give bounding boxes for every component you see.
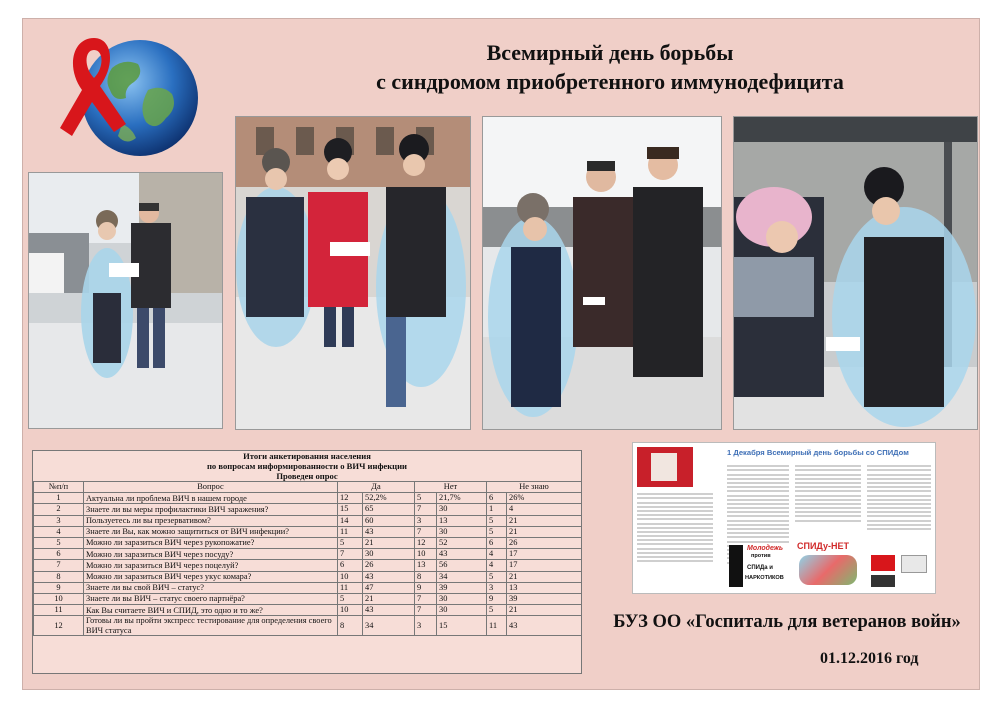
row-number: 9 — [34, 582, 84, 593]
table-row — [34, 526, 582, 537]
row-number: 5 — [34, 538, 84, 549]
row-number: 10 — [34, 594, 84, 605]
dont-know-count: 6 — [487, 538, 507, 549]
dont-know-percent: 21 — [507, 571, 582, 582]
column-header-yes: Да — [338, 482, 415, 493]
yes-count: 14 — [338, 515, 363, 526]
yes-count: 8 — [338, 616, 363, 636]
column-header-number: №п/п — [34, 482, 84, 493]
no-count: 9 — [415, 582, 437, 593]
table-row — [34, 549, 582, 560]
brochure-text-col-1 — [637, 491, 713, 564]
no-percent: 30 — [437, 504, 487, 515]
yes-percent: 26 — [363, 560, 415, 571]
no-count: 7 — [415, 605, 437, 616]
dont-know-percent: 17 — [507, 560, 582, 571]
yes-percent: 34 — [363, 616, 415, 636]
no-percent: 43 — [437, 549, 487, 560]
yes-percent: 43 — [363, 571, 415, 582]
row-number: 12 — [34, 616, 84, 636]
photo-bus-stop-two-women — [733, 116, 978, 430]
no-count: 3 — [415, 515, 437, 526]
dont-know-percent: 13 — [507, 582, 582, 593]
column-header-dont-know: Не знаю — [487, 482, 582, 493]
dont-know-count: 5 — [487, 515, 507, 526]
yes-count: 12 — [338, 493, 363, 504]
yes-percent: 30 — [363, 549, 415, 560]
table-row — [34, 605, 582, 616]
table-row — [34, 594, 582, 605]
dont-know-percent: 26% — [507, 493, 582, 504]
question: Можно ли заразиться ВИЧ через посуду? — [84, 549, 338, 560]
table-row — [34, 616, 582, 636]
no-percent: 39 — [437, 582, 487, 593]
dont-know-count: 4 — [487, 560, 507, 571]
yes-percent: 21 — [363, 594, 415, 605]
question: Можно ли заразиться ВИЧ через рукопожатие? — [84, 538, 338, 549]
table-row — [34, 504, 582, 515]
yes-percent: 60 — [363, 515, 415, 526]
question: Знаете ли Вы, как можно защититься от ВИЧ инфекции? — [84, 526, 338, 537]
title-line-2: с синдромом приобретенного иммунодефицита — [376, 69, 844, 94]
table-header-row — [34, 482, 582, 493]
red-ribbon-globe-icon — [52, 28, 202, 158]
dont-know-percent: 4 — [507, 504, 582, 515]
stop-aids-image: СПИДу-НЕТ — [793, 539, 865, 589]
no-percent: 34 — [437, 571, 487, 582]
brochure-image — [632, 442, 936, 594]
dont-know-percent: 21 — [507, 605, 582, 616]
dont-know-count: 11 — [487, 616, 507, 636]
question: Можно ли заразиться ВИЧ через поцелуй? — [84, 560, 338, 571]
table-row — [34, 538, 582, 549]
no-count: 10 — [415, 549, 437, 560]
dont-know-percent: 39 — [507, 594, 582, 605]
dont-know-count: 6 — [487, 493, 507, 504]
row-number: 11 — [34, 605, 84, 616]
dont-know-count: 1 — [487, 504, 507, 515]
brochure-pictogram-2 — [901, 555, 927, 573]
dont-know-count: 4 — [487, 549, 507, 560]
row-number: 1 — [34, 493, 84, 504]
no-percent: 56 — [437, 560, 487, 571]
question: Знаете ли вы свой ВИЧ – статус? — [84, 582, 338, 593]
no-count: 12 — [415, 538, 437, 549]
yes-count: 11 — [338, 582, 363, 593]
survey-table — [33, 481, 582, 636]
dont-know-count: 5 — [487, 526, 507, 537]
row-number: 3 — [34, 515, 84, 526]
photo-three-women — [235, 116, 471, 430]
organization-name: БУЗ ОО «Госпиталь для ветеранов войн» — [613, 612, 961, 632]
row-number: 6 — [34, 549, 84, 560]
yes-percent: 21 — [363, 538, 415, 549]
survey-title-line-1: Итоги анкетирования населения — [243, 451, 371, 461]
table-row — [34, 582, 582, 593]
question: Актуальна ли проблема ВИЧ в нашем городе — [84, 493, 338, 504]
yes-percent: 47 — [363, 582, 415, 593]
no-count: 7 — [415, 526, 437, 537]
yes-percent: 43 — [363, 526, 415, 537]
no-percent: 30 — [437, 594, 487, 605]
question: Готовы ли вы пройти экспресс тестирование для определения своего ВИЧ статуса — [84, 616, 338, 636]
table-row — [34, 560, 582, 571]
dont-know-count: 3 — [487, 582, 507, 593]
row-number: 2 — [34, 504, 84, 515]
question: Знаете ли вы ВИЧ – статус своего партнёра? — [84, 594, 338, 605]
brochure-text-col-4 — [867, 463, 931, 532]
event-date: 01.12.2016 год — [820, 650, 919, 667]
brochure-pictogram-3 — [871, 575, 895, 587]
dont-know-count: 5 — [487, 605, 507, 616]
no-count: 3 — [415, 616, 437, 636]
no-percent: 30 — [437, 526, 487, 537]
yes-count: 7 — [338, 549, 363, 560]
survey-title-line-3: Проведен опрос — [276, 471, 338, 481]
yes-count: 10 — [338, 571, 363, 582]
table-row — [34, 515, 582, 526]
yes-count: 5 — [338, 538, 363, 549]
page-title — [240, 38, 980, 96]
no-count: 5 — [415, 493, 437, 504]
no-count: 7 — [415, 504, 437, 515]
table-row — [34, 571, 582, 582]
yes-percent: 65 — [363, 504, 415, 515]
dont-know-percent: 21 — [507, 515, 582, 526]
table-row — [34, 493, 582, 504]
brochure-heading: 1 Декабря Всемирный день борьбы со СПИДом — [727, 448, 909, 457]
column-header-no: Нет — [415, 482, 487, 493]
row-number: 4 — [34, 526, 84, 537]
title-line-1: Всемирный день борьбы — [486, 40, 734, 65]
dont-know-percent: 17 — [507, 549, 582, 560]
no-count: 7 — [415, 594, 437, 605]
question: Можно ли заразиться ВИЧ через укус комара? — [84, 571, 338, 582]
no-percent: 21,7% — [437, 493, 487, 504]
yes-count: 5 — [338, 594, 363, 605]
photo-street-two-people — [28, 172, 223, 429]
dont-know-count: 9 — [487, 594, 507, 605]
question: Как Вы считаете ВИЧ и СПИД, это одно и то же? — [84, 605, 338, 616]
no-percent: 15 — [437, 616, 487, 636]
question: Знаете ли вы меры профилактики ВИЧ заражения? — [84, 504, 338, 515]
dont-know-percent: 26 — [507, 538, 582, 549]
no-percent: 30 — [437, 605, 487, 616]
photo-four-people — [482, 116, 722, 430]
survey-results-table — [32, 450, 582, 674]
yes-count: 15 — [338, 504, 363, 515]
dont-know-percent: 21 — [507, 526, 582, 537]
no-percent: 13 — [437, 515, 487, 526]
no-percent: 52 — [437, 538, 487, 549]
dont-know-count: 5 — [487, 571, 507, 582]
column-header-question: Вопрос — [84, 482, 338, 493]
yes-count: 6 — [338, 560, 363, 571]
brochure-pictogram-1 — [871, 555, 895, 571]
no-count: 8 — [415, 571, 437, 582]
youth-against-aids-logo: Молодежь против СПИДа и НАРКОТИКОВ — [729, 543, 789, 589]
yes-percent: 52,2% — [363, 493, 415, 504]
brochure-photo — [637, 447, 693, 487]
yes-percent: 43 — [363, 605, 415, 616]
row-number: 8 — [34, 571, 84, 582]
yes-count: 11 — [338, 526, 363, 537]
question: Пользуетесь ли вы презервативом? — [84, 515, 338, 526]
yes-count: 10 — [338, 605, 363, 616]
row-number: 7 — [34, 560, 84, 571]
dont-know-percent: 43 — [507, 616, 582, 636]
no-count: 13 — [415, 560, 437, 571]
brochure-text-col-3 — [795, 463, 861, 524]
survey-title-line-2: по вопросам информированности о ВИЧ инфекции — [206, 461, 408, 471]
